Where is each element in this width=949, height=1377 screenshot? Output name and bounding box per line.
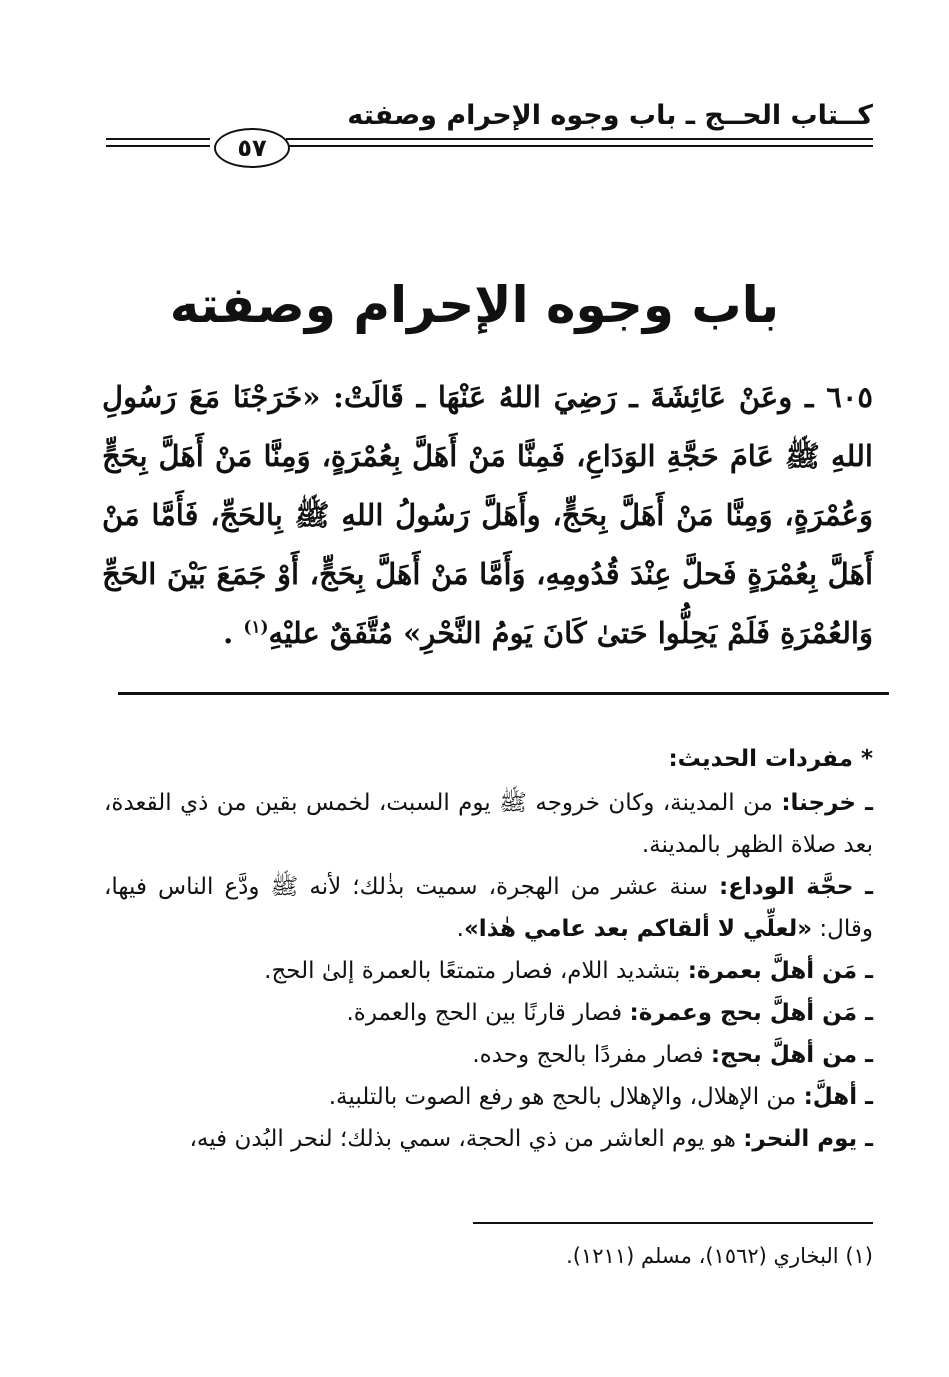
chapter-title: باب وجوه الإحرام وصفته — [169, 276, 780, 334]
vocab-item — [104, 782, 873, 866]
vocab-term: ـ يوم النحر: — [743, 1126, 873, 1152]
vocab-term: ـ مَن أهلَّ بعمرة: — [687, 958, 873, 984]
vocabulary-heading: * مفردات الحديث: — [668, 746, 873, 772]
page-number: ٥٧ — [214, 128, 290, 168]
vocab-term: ـ مَن أهلَّ بحج وعمرة: — [629, 1000, 873, 1026]
hadith-number: ٦٠٥ ـ — [805, 380, 873, 414]
vocabulary-section — [104, 738, 873, 1160]
vocab-tail: . — [456, 916, 464, 942]
vocab-definition: فصار قارنًا بين الحج والعمرة. — [346, 1000, 630, 1026]
vocab-definition: هو يوم العاشر من ذي الحجة، سمي بذلك؛ لنحر البُدن فيه، — [189, 1126, 744, 1152]
vocab-definition: بتشديد اللام، فصار متمتعًا بالعمرة إلىٰ الحج. — [264, 958, 688, 984]
section-divider — [118, 692, 889, 695]
vocab-definition: من الإهلال، والإهلال بالحج هو رفع الصوت بالتلبية. — [328, 1084, 804, 1110]
vocab-item — [104, 950, 873, 992]
vocab-item — [104, 1076, 873, 1118]
hadith-text-block — [102, 368, 873, 663]
vocab-term: ـ حجَّة الوداع: — [719, 874, 874, 900]
vocab-item — [104, 866, 873, 950]
vocab-definition: سنة عشر من الهجرة، سميت بذٰلك؛ لأنه ﷺ ودَّع الناس فيها، وقال: — [104, 874, 873, 942]
hadith-text: وعَنْ عَائِشَةَ ـ رَضِيَ اللهُ عَنْهَا ـ قَالَتْ: «خَرَجْنَا مَعَ رَسُولِ اللهِ ﷺ عَامَ حَجَّةِ الوَدَاعِ، فَمِنَّا مَنْ أَهَلَّ بِعُمْرَةٍ، وَمِنَّا مَنْ أَهَلَّ بِحَجٍّ وَعُمْرَةٍ، وَمِنَّا مَنْ أَهَلَّ بِحَجٍّ، وأَهَلَّ رَسُولُ اللهِ ﷺ بِالحَجِّ، فَأَمَّا مَنْ أَهَلَّ بِعُمْرَةٍ فَحلَّ عِنْدَ قُدُومِهِ، وَأَمَّا مَنْ أَهَلَّ بِحَجٍّ، أَوْ جَمَعَ بَيْنَ الحَجِّ وَالعُمْرَةِ فَلَمْ يَحِلُّوا حَتىٰ كَانَ يَومُ النَّحْرِ» مُتَّفَقٌ عليْهِ — [102, 380, 873, 650]
footnote-reference[interactable]: (١) — [243, 617, 269, 638]
vocab-definition: من المدينة، وكان خروجه ﷺ يوم السبت، لخمس بقين من ذي القعدة، بعد صلاة الظهر بالمدينة. — [104, 790, 873, 858]
vocab-item — [104, 1034, 873, 1076]
vocab-quote: «لعلِّي لا ألقاكم بعد عامي هٰذا» — [463, 916, 813, 942]
footnote-rule — [473, 1222, 873, 1224]
hadith-end: . — [223, 616, 244, 650]
vocab-item — [104, 992, 873, 1034]
vocab-term: ـ أهلَّ: — [803, 1084, 873, 1110]
vocab-definition: فصار مفردًا بالحج وحده. — [472, 1042, 711, 1068]
footnote: (١) البخاري (١٥٦٢)، مسلم (١٢١١). — [566, 1244, 873, 1268]
vocab-term: ـ من أهلَّ بحج: — [710, 1042, 873, 1068]
vocab-item — [104, 1118, 873, 1160]
running-header: كــتاب الحــج ـ باب وجوه الإحرام وصفته — [347, 100, 873, 131]
vocab-term: ـ خرجنا: — [781, 790, 873, 816]
